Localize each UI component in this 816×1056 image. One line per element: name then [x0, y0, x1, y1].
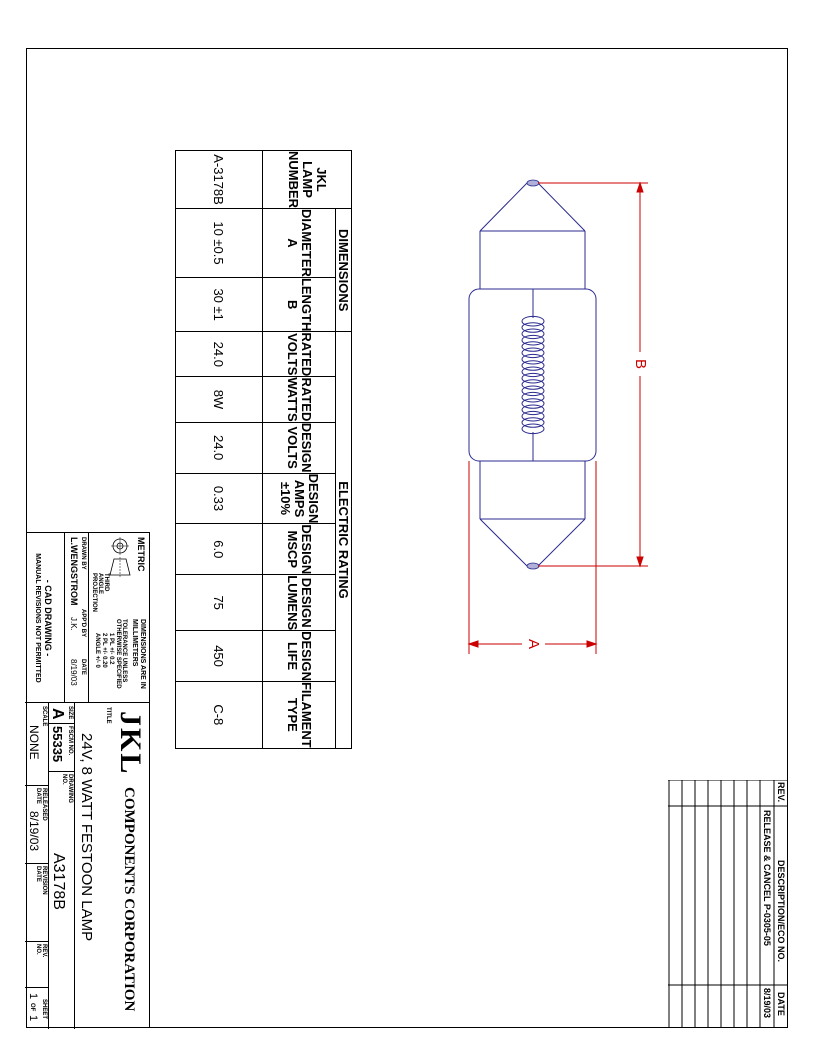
dimension-lines [469, 183, 648, 654]
released-value: 8/19/03 [27, 811, 41, 852]
company-name: COMPONENTS CORPORATION [121, 787, 137, 1012]
cad-note: - CAD DRAWING - [43, 579, 53, 657]
header-filament-type: FILAMENT TYPE [263, 681, 336, 748]
fscm-value: 55335 [50, 726, 65, 763]
manual-note: MANUAL REVISIONS NOT PERMITTED [34, 553, 41, 683]
revision-entry-date: 8/19/03 [762, 988, 772, 1019]
header-design-life: DESIGN LIFE [263, 631, 336, 682]
tolerance-1pl: 1 PL +/- 0.2 [108, 633, 114, 665]
header-electric-rating: ELECTRIC RATING [336, 332, 352, 748]
cell-design-mscp: 6.0 [176, 524, 263, 575]
lamp-outline [469, 183, 596, 566]
scale-value: NONE [27, 725, 41, 760]
header-lamp-number: JKL LAMP NUMBER [263, 151, 352, 209]
cell-diameter: 10 ±0.5 [176, 209, 263, 278]
filament-coil [522, 316, 544, 433]
header-dimensions: DIMENSIONS [336, 209, 352, 332]
drawn-by-value: L.WENGSTROM [69, 537, 79, 606]
metric-label: METRIC [136, 537, 146, 572]
dimension-b-label: B [632, 358, 650, 370]
title-label: TITLE [105, 707, 111, 724]
date-value: 8/19/03 [69, 659, 78, 686]
header-design-amps: DESIGN AMPS ±10% [263, 473, 336, 524]
cell-design-amps: 0.33 [176, 473, 263, 524]
cell-rated-volts: 24.0 [176, 332, 263, 377]
cell-lamp-number: A-3178B [176, 151, 263, 209]
drawn-by-label: DRAWN BY [80, 537, 86, 570]
cell-design-volts: 24.0 [176, 422, 263, 473]
tolerance-2pl: 2 PL +/- 0.20 [101, 633, 107, 668]
title-section [25, 703, 149, 1029]
header-diameter: DIAMETER A [263, 209, 336, 278]
header-design-lumens: DESIGN LUMENS [263, 575, 336, 631]
metric-section [25, 533, 149, 703]
drawing-no-value: A3178B [50, 853, 67, 910]
revision-block [668, 780, 788, 1028]
size-label: SIZE [67, 706, 73, 720]
of-value: 1 [27, 1015, 39, 1022]
drawing-title: 24V, 8 WATT FESTOON LAMP [78, 733, 95, 942]
fscm-label: FSCM NO. [67, 726, 73, 756]
tolerance-angle: ANGLE +/- 0 [94, 633, 100, 668]
projection-icon [106, 537, 134, 577]
title-block [26, 532, 150, 1028]
sheet-label: SHEET [41, 999, 47, 1020]
lamp-tip-top [527, 180, 539, 186]
tolerance-note: TOLERANCE UNLESS OTHERWISE SPECIFIED [115, 619, 127, 689]
appd-by-value: J.K. [69, 617, 78, 631]
date-label: DATE [80, 659, 86, 675]
cell-filament-type: C-8 [176, 681, 263, 748]
scale-label: SCALE [41, 706, 47, 727]
rev-header: REV. [776, 782, 786, 803]
of-label: OF [29, 1003, 35, 1012]
cell-rated-watts: 8W [176, 377, 263, 423]
cell-design-life: 450 [176, 631, 263, 682]
header-rated-watts: RATED WATTS [263, 377, 336, 423]
third-angle-label: THIRD ANGLE PROJECTION [91, 573, 109, 613]
cell-length: 30 ±1 [176, 277, 263, 331]
sheet-value: 1 [27, 993, 39, 1000]
dimension-a-label: A [525, 638, 543, 650]
lamp-tip-bottom [527, 563, 539, 569]
appd-by-label: APP'D BY [80, 609, 86, 638]
header-rated-volts: RATED VOLTS [263, 332, 336, 377]
rev-no-label: REV. NO. [35, 944, 47, 958]
header-length: LENGTH B [263, 277, 336, 331]
drawing-no-label: DRAWING NO. [61, 774, 73, 803]
description-header: DESCRIPTION/ECO NO. [776, 860, 786, 963]
revision-date-label: REVISION DATE [35, 866, 47, 895]
revision-entry-description: RELEASE & CANCEL P-0305-05 [762, 810, 772, 946]
company-logo: JKL [114, 711, 147, 776]
date-header: DATE [776, 992, 786, 1016]
size-value: A [49, 708, 66, 720]
cell-design-lumens: 75 [176, 575, 263, 631]
header-design-mscp: DESIGN MSCP [263, 524, 336, 575]
released-label: RELEASED DATE [35, 788, 47, 821]
header-design-volts: DESIGN VOLTS [263, 422, 336, 473]
dimensions-note: DIMENSIONS ARE IN MILLIMETERS [131, 619, 146, 689]
